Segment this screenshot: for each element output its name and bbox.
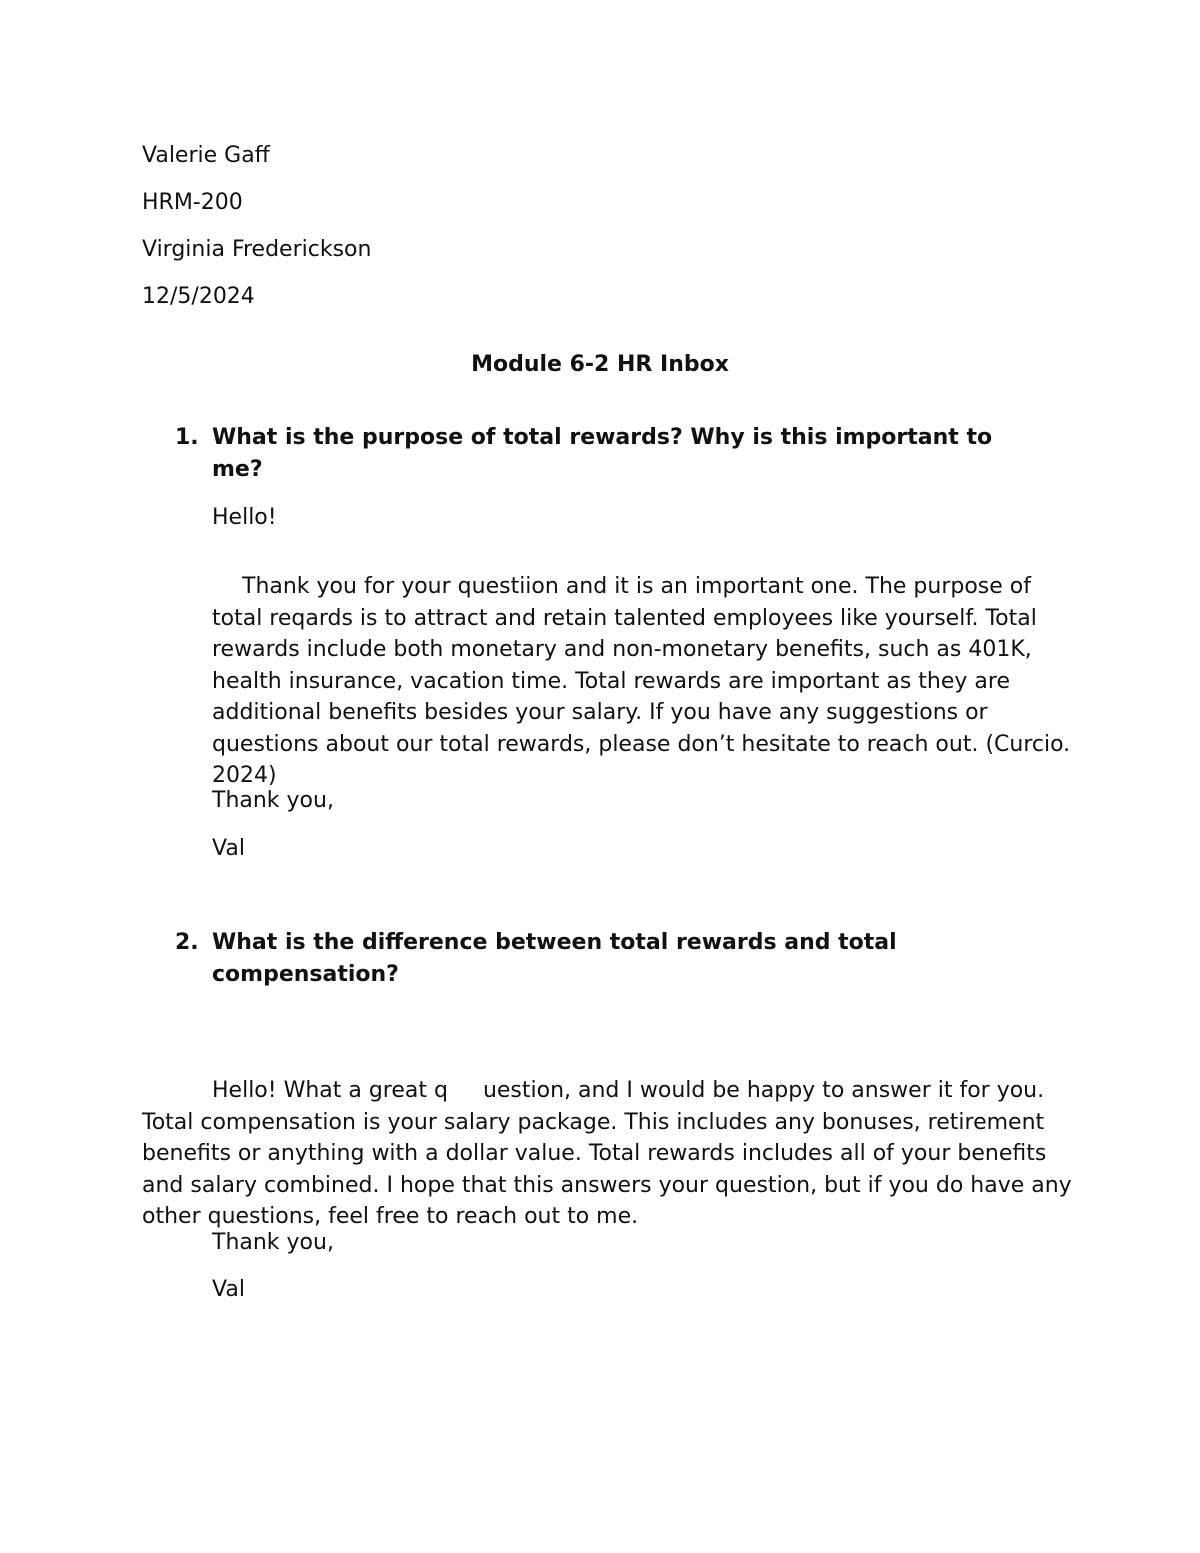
question-2-line-2: compensation? [212,962,399,987]
question-2-number: 2. [175,930,199,955]
question-1-number: 1. [175,425,199,450]
answer-2-closing: Thank you, [212,1230,334,1255]
question-2-heading [212,927,1072,991]
question-1-heading [212,422,1072,486]
student-name: Valerie Gaff [142,143,270,168]
answer-1-signature: Val [212,836,245,861]
question-1-line-1: What is the purpose of total rewards? Why is this important to [212,425,993,450]
question-1-line-2: me? [212,457,263,482]
question-2-line-1: What is the difference between total rewards and total [212,930,897,955]
answer-2-signature: Val [212,1277,245,1302]
answer-2-body: Hello! What a great q uestion, and I would be happy to answer it for you. Total compensation is your salary package. This includes any bonuses, retirement benefits or anything with a dollar value. Total rewards includes all of your benefits and salary combined. I hope that this answers your question, but if you do have any other questions, feel free to reach out to me. [142,1078,1079,1229]
document-date: 12/5/2024 [142,284,255,309]
answer-1-greeting: Hello! [212,505,277,530]
instructor-name: Virginia Frederickson [142,237,372,262]
document-title: Module 6-2 HR Inbox [471,352,729,377]
course-code: HRM-200 [142,190,243,215]
answer-1-body: Thank you for your questiion and it is an important one. The purpose of total reqards is to attract and retain talented employees like yourself. Total rewards include both monetary and non-monetary benefits, such as 401K, health insurance, vacation time. Total rewards are important as they are additional benefits besides your salary. If you have any suggestions or questions about our total rewards, please don’t hesitate to reach out. (Curcio. 2024) [212,574,1071,788]
answer-1-closing: Thank you, [212,788,334,813]
